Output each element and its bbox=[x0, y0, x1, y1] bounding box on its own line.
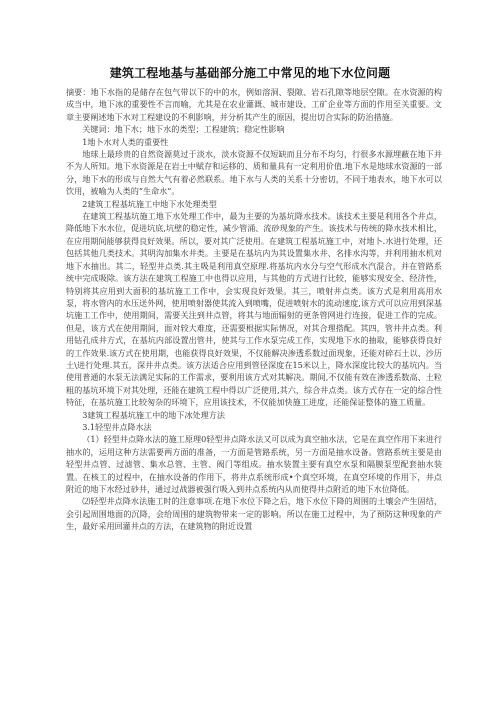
paragraph: ⑵轻型井点降水法施工时的注意事项.在地下水位下降之后，地下水位下降的周围的土壤会产生固结，会引起周围地面的沉降，会给周围的建筑物带来一定的影响。所以在施工过程中，为了预防这种现象的产生，最好采用回灌井点的方法，在建筑物的附近设置 bbox=[66, 496, 442, 532]
paragraph: 地球上最珍贵的自然资源莫过于淡水，淡水资源不仅短缺而且分布不均匀，行很多水源埋蔽在地下并不为人所知。地下水资源是在岩土中赋存和运移的、质和量具有一定利用价值.地下水是地球水资源的一部分，地下水的形成与自然大气有着必然联系。地下水与人类的关系十分密切，不同于地表水，地下水可以饮用，被喻为人类的“生命水”。 bbox=[66, 149, 442, 197]
document-body bbox=[66, 86, 442, 533]
paragraph: 关键词：地下水；地下水的类型；工程建筑；稳定性影响 bbox=[82, 124, 285, 135]
document-title: 建筑工程地基与基础部分施工中常见的地下水位问题 bbox=[109, 66, 391, 80]
paragraph: （1）轻型井点降水法的施工原理0轻型井点降水法又可以成为真空抽水法，它是在真空作用下来进行抽水的，运用这种方法需要两方面的准备，一方面是管路系统，另一方面是抽水设备。管路系统主要是由轻型井点管、过滤管、集水总管、主管、阀门等组成。抽水装置主要有真空水泵和隔膜泵型配套抽水装置。在核工的过程中，在抽水设备的作用下，将井点系统形成•个真空环境，在真空环境的作用下，井点附近的地下水经过砂井，通过过战器被强行吸入到井点系统内从而使得井点附近的地下水位降低。 bbox=[66, 434, 442, 494]
paragraph: 摘要：地下水指的是储存在包气带以下的中的水，例如溶洞、裂隙、岩石孔隙等地层空隙。在水资源的构成当中，地下冰的重要性不言而喻，尤其是在农业灌溉、城市建设、工矿企业等方面的作用至关重要。文章主要阐述地下水对工程建设的不利影响，并分析其产生的原因，提出切合实际的防治措施。 bbox=[66, 87, 442, 122]
section-heading: 3.1轻型井点降水法 bbox=[82, 421, 152, 432]
paragraph: 在建筑工程基坑施工地下水处理工作中，最为主要的为基坑降水技术。该技术主要是利用各个井点，降低地下水水位，促进坑底,坑壁的稳定性，减少管涌、流砂现象的产生。该技术与传统的降水技术相比，在应用期间能够获得良好效果。所以，要对其广泛使用。在建筑工程基坑施工中，对地卜.水进行处理，还包括其他几类技术。其明沟加集水井类。主要是在基坑内为其设置集水井、名排水沟等，并利用抽水机对地下水抽出。其二，轻型井点类.其主吸是利用真空原理.将基坑内水分与空气形成水汽混合，并在管路系统中完成吸除。该方法在建筑工程施工中也得以应用，与其他的方式进行比较，能够实现安全、经济性，特别将其应用到大面积的基坑施工工作中，会实现良好效果。其三，喷射井点类。该方式是利用高用水泵，将水管内的水压送外网，使用喷射器使其流入到喷嘴，促进喷射水的流动速度,该方式可以应用到深基坑施工工作中，使用期间，需要关注到井点管，将其与地面辐射的更条管网进行连接，促进工作的完成。但是，该方式在使用期间，面对较大难度，还需要根据实际情况，对其合理搭配。其四，管井井点类。利用钻孔成井方式，在基坑内部设置出管井，使其与工作水泵完成工作，实现地下水的抽取，能够获得良好的工作效果.该方式在使用期，也能获得良好效果，不仅能解决渗透系数过面现象，还能对碎石土以、沙历土\进行处理.其五，深井井点类。该方法适合应用到管径深度在15米以上，降水深度比较大的基坑内。当使用普通的水泵无法满足实际的工作需求，要利用该方式对其解决。期间,不仅能有效在渗透系数高、土粒粗的基坑环境下对其处理，还能在建筑工程中得以广泛使用,其六，综合井点类。该方式存在一定的综合性特征，在基坑施工比较匆杂的环境下，应用该技术，不仅能加快施工进度，还能保证整体的施工质量。 bbox=[66, 211, 442, 408]
section-heading: 3建筑工程基坑施工中的地下冰处理方法 bbox=[82, 409, 225, 420]
section-heading: 1地卜水对人类的重要性 bbox=[82, 136, 169, 147]
section-heading: 2建筑工程基坑施工中地下水处理类型 bbox=[82, 198, 217, 209]
